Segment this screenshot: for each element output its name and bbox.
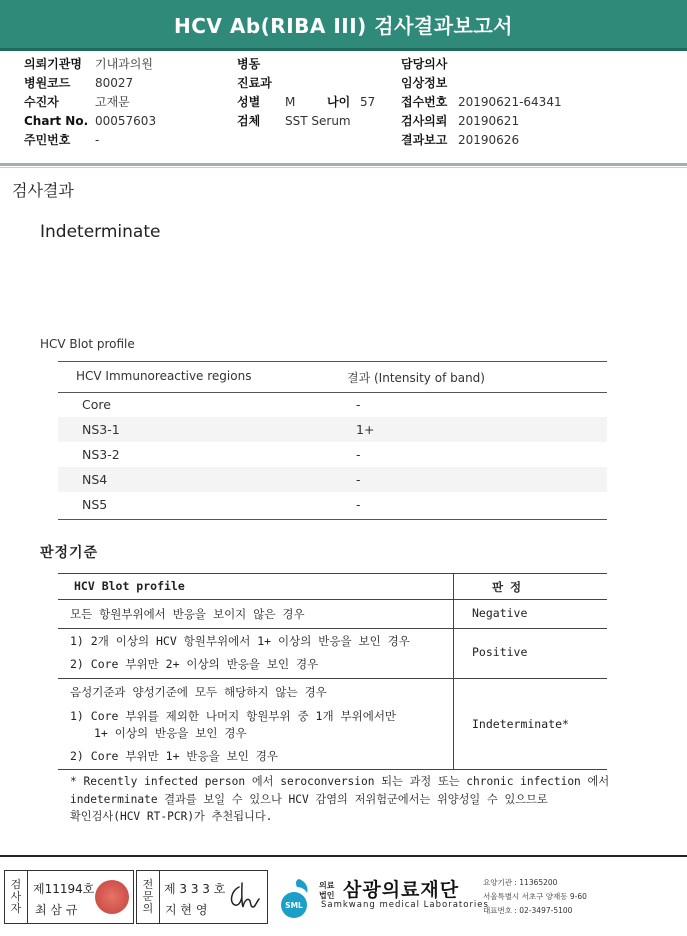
info-value: M <box>285 95 296 109</box>
table-row <box>58 442 607 467</box>
region-cell: NS4 <box>82 472 108 487</box>
info-label: 의뢰기관명 <box>24 57 82 71</box>
info-value: - <box>95 133 100 147</box>
report-title-bar <box>0 0 687 51</box>
role-char: 사 <box>10 890 22 903</box>
intensity-cell: - <box>356 472 361 487</box>
info-value: 57 <box>360 95 376 109</box>
specialist-signature-box <box>136 870 268 924</box>
indeterminate-label: Indeterminate* <box>472 717 569 731</box>
specialist-license: 제 3 3 3 호 <box>164 882 226 896</box>
info-row <box>0 131 687 150</box>
info-label: 진료과 <box>237 76 272 90</box>
info-label: 담당의사 <box>401 57 448 71</box>
table-row <box>58 467 607 492</box>
table-rule <box>58 599 607 600</box>
positive-criteria-2: 2) Core 부위만 2+ 이상의 반응을 보인 경우 <box>70 657 319 671</box>
org-prefix-line: 의료 <box>319 881 335 890</box>
specialist-role-label <box>137 871 160 923</box>
blot-profile-title: HCV Blot profile <box>40 337 135 351</box>
table-row <box>58 392 607 417</box>
result-section-title: 검사결과 <box>12 181 74 200</box>
logo-text: SML <box>285 901 303 910</box>
negative-label: Negative <box>472 606 528 620</box>
info-value: 20190621 <box>458 114 520 128</box>
specialist-name: 지 현 영 <box>165 903 208 917</box>
info-label: 수진자 <box>24 95 59 109</box>
negative-criteria: 모든 항원부위에서 반응을 보이지 않은 경우 <box>70 607 305 621</box>
intensity-cell: 1+ <box>356 422 375 437</box>
tester-name: 최 삼 규 <box>35 903 78 917</box>
table-rule <box>58 361 607 362</box>
table-rule <box>58 678 607 679</box>
tester-license: 제11194호 <box>33 882 95 896</box>
role-char: 자 <box>10 902 22 915</box>
footnote-line: * Recently infected person 에서 seroconversion 되는 과정 또는 chronic infection 에서 <box>70 775 610 788</box>
org-info-line: 대표번호 : 02-3497-5100 <box>483 906 573 915</box>
info-label: 나이 <box>327 95 351 109</box>
role-char: 문 <box>142 890 154 903</box>
org-prefix <box>319 881 334 901</box>
table-rule <box>58 628 607 629</box>
info-row <box>0 74 687 93</box>
role-char: 의 <box>142 902 154 915</box>
indeterminate-criteria-1: 1) Core 부위를 제외한 나머지 항원부위 중 1개 부위에서만 <box>70 709 397 723</box>
criteria-header-judgement: 판 정 <box>492 580 522 594</box>
criteria-table <box>58 573 607 769</box>
column-divider <box>453 573 454 769</box>
org-english-name: Samkwang medical Laboratories <box>321 900 489 910</box>
role-char: 검 <box>10 878 22 891</box>
org-name: 삼광의료재단 <box>343 879 460 901</box>
info-value: SST Serum <box>285 114 351 128</box>
patient-info <box>0 55 687 155</box>
info-label: 병원코드 <box>24 76 71 90</box>
info-label: 결과보고 <box>401 133 448 147</box>
info-label: 성별 <box>237 95 261 109</box>
info-label: 검사의뢰 <box>401 114 448 128</box>
region-cell: Core <box>82 397 111 412</box>
table-rule <box>58 573 607 574</box>
sml-logo-icon <box>275 875 315 919</box>
table-row <box>58 492 607 517</box>
info-label: 병동 <box>237 57 261 71</box>
footnote <box>70 773 630 826</box>
info-value: 00057603 <box>95 114 157 128</box>
org-info-line: 요양기관 : 11365200 <box>483 878 558 887</box>
org-logo <box>275 873 645 923</box>
tester-signature-box <box>4 870 134 924</box>
positive-criteria-1: 1) 2개 이상의 HCV 항원부위에서 1+ 이상의 반응을 보인 경우 <box>70 634 410 648</box>
info-label: 임상정보 <box>401 76 448 90</box>
indeterminate-criteria-1b: 1+ 이상의 반응을 보인 경우 <box>94 726 247 740</box>
intensity-cell: - <box>356 447 361 462</box>
intensity-cell: - <box>356 497 361 512</box>
info-row <box>0 55 687 74</box>
region-cell: NS3-2 <box>82 447 120 462</box>
info-value: 20190621-64341 <box>458 95 562 109</box>
role-char: 전 <box>142 878 154 891</box>
indeterminate-criteria-0: 음성기준과 양성기준에 모두 해당하지 않는 경우 <box>70 685 327 699</box>
region-cell: NS5 <box>82 497 108 512</box>
org-contact-info <box>483 876 587 918</box>
footer-divider <box>0 855 687 857</box>
footnote-line: indeterminate 결과를 보일 수 있으나 HCV 감염의 저위험군에서는 위양성일 수 있으므로 <box>70 792 548 806</box>
handwritten-signature-icon <box>225 881 263 913</box>
column-header-region: HCV Immunoreactive regions <box>76 369 252 383</box>
info-value: 80027 <box>95 76 134 90</box>
criteria-title: 판정기준 <box>40 545 99 561</box>
info-value: 기내과의원 <box>95 57 153 71</box>
intensity-cell: - <box>356 397 361 412</box>
section-divider-thin <box>0 167 687 168</box>
info-row <box>0 93 687 112</box>
info-label: 주민번호 <box>24 133 71 147</box>
criteria-header-profile: HCV Blot profile <box>74 579 185 593</box>
region-cell: NS3-1 <box>82 422 120 437</box>
table-row <box>58 417 607 442</box>
info-value: 20190626 <box>458 133 520 147</box>
tester-role-label <box>5 871 28 923</box>
info-value: 고재문 <box>95 95 130 109</box>
section-divider <box>0 163 687 166</box>
info-label: 접수번호 <box>401 95 448 109</box>
org-info-line: 서울특별시 서초구 양재동 9-60 <box>483 892 587 901</box>
column-header-intensity: 결과 (Intensity of band) <box>347 371 485 385</box>
table-rule <box>58 769 607 770</box>
org-prefix-line: 법인 <box>319 891 335 900</box>
positive-label: Positive <box>472 645 528 659</box>
info-label: 검체 <box>237 114 261 128</box>
info-row <box>0 112 687 131</box>
seal-stamp-icon <box>95 880 129 914</box>
table-rule <box>58 519 607 520</box>
overall-result: Indeterminate <box>40 222 161 242</box>
report-title: HCV Ab(RIBA III) 검사결과보고서 <box>174 13 513 38</box>
indeterminate-criteria-2: 2) Core 부위만 1+ 반응을 보인 경우 <box>70 749 279 763</box>
footnote-line: 확인검사(HCV RT-PCR)가 추천됩니다. <box>70 810 273 823</box>
info-label: Chart No. <box>24 114 89 128</box>
